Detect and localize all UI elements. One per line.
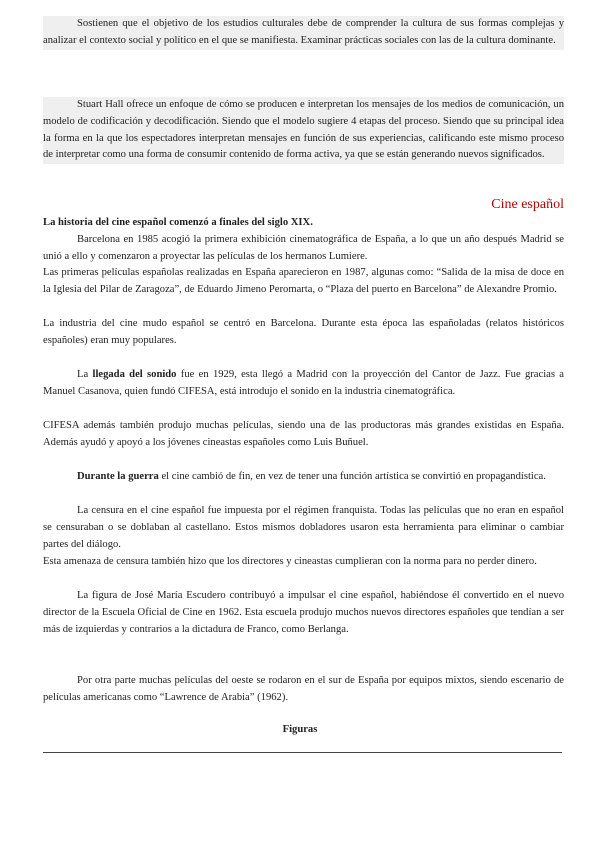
war-bold: Durante la guerra — [77, 471, 159, 482]
horizontal-divider — [43, 752, 562, 753]
paragraph-western-films: Por otra parte muchas películas del oeste se rodaron en el sur de España por equipos mixtos, siendo escenario de películas americanas como “Lawrence de Arabia” (1962). — [43, 675, 564, 703]
paragraph-sound-arrival — [43, 367, 564, 401]
paragraph-escudero: La figura de José María Escudero contribuyó a impulsar el cine español, habiéndose él convertido en el nuevo director de la Escuela Oficial de Cine en 1962. Esta escuela produjo muchos nuevos directores españoles que tendían a ser más de izquierdas y contrarios a la dictadura de Franco, como Berlanga. — [43, 590, 564, 635]
sound-rest: fue en 1929, esta llegó a Madrid con la proyección del Cantor de Jazz. Fue gracias a Manuel Casanova, quien fundó CIFESA, está introdujo el sonido en la industria cinematográfica. — [43, 369, 564, 397]
sound-bold: llegada del sonido — [92, 369, 177, 380]
paragraph-censorship: La censura en el cine español fue impuesta por el régimen franquista. Todas las películas que no eran en español se censuraban o se doblaban al castellano. Estos mismos dobladores usaron esta herramienta para eliminar o cambiar partes del diálogo. — [43, 505, 564, 550]
paragraph-silent-cinema: La industria del cine mudo español se centró en Barcelona. Durante esta época las españoladas (relatos históricos españoles) eran muy populares. — [43, 318, 564, 346]
history-title: La historia del cine español comenzó a finales del siglo XIX. — [43, 217, 313, 228]
paragraph-barcelona-1985: Barcelona en 1985 acogió la primera exhibición cinematográfica de España, a lo que un año después Madrid se unió a ello y comenzaron a proyectar las películas de los hermanos Lumiere. — [43, 234, 564, 262]
paragraph-cifesa: CIFESA además también produjo muchas películas, siendo una de las productoras más grandes existidas en España. Además ayudó y apoyó a los jóvenes cineastas españoles como Luis Buñuel. — [43, 420, 564, 448]
section-heading-cine-espanol: Cine español — [491, 197, 564, 212]
paragraph-war — [43, 469, 564, 486]
figures-title: Figuras — [282, 724, 318, 735]
paragraph-first-films: Las primeras películas españolas realizadas en España aparecieron en 1987, algunas como: “Salida de la misa de doce en la Iglesia del Pilar de Zaragoza”, de Eduardo Jimeno Peromarta, o “Plaza del puerto en Barcelona” de Alexandre Promio. — [43, 267, 564, 295]
paragraph-cultural-studies: Sostienen que el objetivo de los estudios culturales debe de comprender la cultura de sus formas complejas y analizar el contexto social y político en el que se manifiesta. Examinar prácticas sociales con las de la cultura dominante. — [43, 16, 564, 50]
paragraph-censorship-threat: Esta amenaza de censura también hizo que los directores y cineastas cumplieran con la norma para no perder dinero. — [43, 556, 537, 567]
war-rest: el cine cambió de fin, en vez de tener una función artística se convirtió en propagandística. — [158, 471, 546, 482]
sound-lead: La — [77, 369, 93, 380]
paragraph-stuart-hall: Stuart Hall ofrece un enfoque de cómo se producen e interpretan los mensajes de los medios de comunicación, un modelo de codificación y decodificación. Siendo que el modelo sugiere 4 etapas del proceso. Siendo que su principal idea la forma en la que los espectadores interpretan mensajes en función de sus experiencias, calificando este mismo proceso de interpretar como una forma de consumir contenido de forma activa, ya que se están generando nuevos significados. — [43, 97, 564, 164]
